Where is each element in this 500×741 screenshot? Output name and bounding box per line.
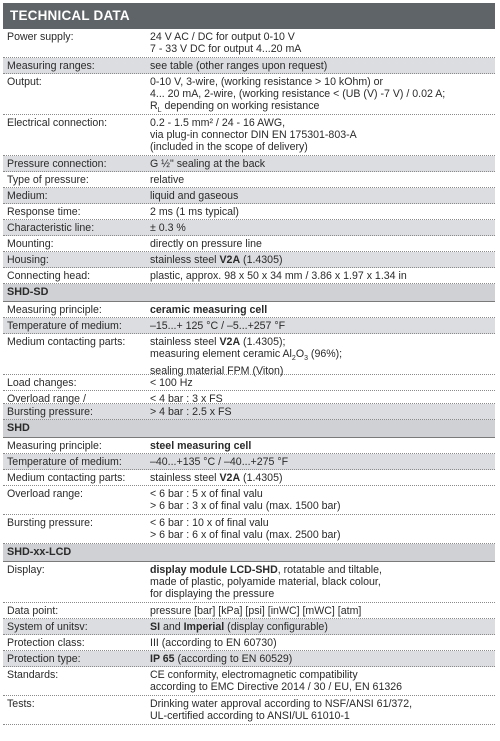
table-row (3, 252, 495, 268)
row-value (150, 619, 495, 634)
value-line: via plug-in connector DIN EN 175301-803-A (150, 129, 357, 141)
row-value (150, 236, 495, 251)
value-line: –40...+135 °C / –40...+275 °F (150, 456, 289, 468)
value-line: < 6 bar : 5 x of final valu (150, 488, 263, 500)
value-line: < 4 bar : 3 x FS (150, 393, 223, 405)
value-line: > 4 bar : 2.5 x FS (150, 406, 232, 418)
value-line: measuring element ceramic $Al_2O_3$ (96%); (150, 348, 343, 363)
value-line: > 6 bar : 6 x of final valu (max. 2500 bar) (150, 529, 341, 541)
row-label: Measuring ranges: (7, 60, 95, 72)
value-line: directly on pressure line (150, 238, 262, 250)
row-value (150, 58, 495, 73)
row-label: Temperature of medium: (7, 456, 122, 468)
page-title: TECHNICAL DATA (3, 3, 495, 29)
value-line: < 6 bar : 10 x of final valu (150, 517, 269, 529)
value-line: –15...+ 125 °C / –5...+257 °F (150, 320, 286, 332)
value-line: CE conformity, electromagnetic compatibility (150, 669, 358, 681)
row-value (150, 204, 495, 219)
table-row (3, 391, 495, 404)
table-row (3, 486, 495, 515)
table-row (3, 220, 495, 236)
row-value (150, 515, 495, 543)
value-line: 7 - 33 V DC for output 4...20 mA (150, 43, 302, 55)
table-row (3, 334, 495, 378)
value-line: made of plastic, polyamide material, black colour, (150, 576, 381, 588)
row-value (150, 404, 495, 419)
row-label: Overload range: (7, 488, 83, 500)
value-line: relative (150, 174, 185, 186)
value-line: 2 ms (1 ms typical) (150, 206, 239, 218)
value-line: 0.2 - 1.5 mm² / 24 - 16 AWG, (150, 117, 286, 129)
value-line: 4... 20 mA, 2-wire, (working resistance < (UB (V) -7 V) / 0.02 A; (150, 88, 446, 100)
value-line: for displaying the pressure (150, 588, 275, 600)
table-row (3, 156, 495, 172)
value-line: display module LCD-SHD, rotatable and tiltable, (150, 564, 382, 576)
row-label: Housing: (7, 254, 49, 266)
row-label: Medium contacting parts: (7, 472, 126, 484)
value-line: stainless steel V2A (1.4305); (150, 336, 286, 348)
table-row (3, 302, 495, 318)
table-row (3, 204, 495, 220)
row-value (150, 667, 495, 695)
table-row (3, 515, 495, 544)
row-value (150, 635, 495, 650)
row-label: Data point: (7, 605, 59, 617)
row-label: System of unitsv: (7, 621, 88, 633)
table-row (3, 696, 495, 725)
row-value (150, 334, 495, 378)
row-label: Connecting head: (7, 270, 91, 282)
row-label: Output: (7, 76, 42, 88)
row-label: Type of pressure: (7, 174, 89, 186)
value-line: G ½" sealing at the back (150, 158, 266, 170)
row-label: Protection type: (7, 653, 81, 665)
value-line: $R_L$ depending on working resistance (150, 100, 320, 115)
table-row (3, 115, 495, 156)
table-row (3, 470, 495, 486)
table-row (3, 236, 495, 252)
value-line: SI and Imperial (display configurable) (150, 621, 328, 633)
row-value (150, 603, 495, 618)
table-row (3, 651, 495, 667)
table-row (3, 438, 495, 454)
value-line: sealing material FPM (Viton) (150, 365, 284, 378)
row-label: Temperature of medium: (7, 320, 122, 332)
row-value (150, 454, 495, 469)
value-line: stainless steel V2A (1.4305) (150, 254, 283, 266)
row-label: Medium contacting parts: (7, 336, 126, 348)
table-row (3, 58, 495, 74)
table-row (3, 188, 495, 204)
row-value (150, 486, 495, 514)
table-row (3, 603, 495, 619)
value-line: IP 65 (according to EN 60529) (150, 653, 293, 665)
value-line: ceramic measuring cell (150, 304, 268, 316)
value-line: UL-certified according to ANSI/UL 61010-1 (150, 710, 350, 722)
row-value (150, 115, 495, 155)
value-line: liquid and gaseous (150, 190, 239, 202)
row-value (150, 438, 495, 453)
row-value (150, 220, 495, 235)
value-line: pressure [bar] [kPa] [psi] [inWC] [mWC] [atm] (150, 605, 362, 617)
row-label: Load changes: (7, 377, 77, 389)
row-label: Measuring principle: (7, 440, 102, 452)
table-row (3, 29, 495, 58)
row-value (150, 696, 495, 724)
row-value (150, 470, 495, 485)
table-row (3, 318, 495, 334)
value-line: > 6 bar : 3 x of final valu (max. 1500 bar) (150, 500, 341, 512)
row-label: Medium: (7, 190, 48, 202)
table-row (3, 375, 495, 391)
row-value (150, 29, 495, 57)
value-line: see table (other ranges upon request) (150, 60, 328, 72)
table-row (3, 635, 495, 651)
table-row (3, 619, 495, 635)
section-heading: SHD-xx-LCD (3, 544, 495, 562)
row-value (150, 252, 495, 267)
row-value (150, 375, 495, 390)
row-label: Bursting pressure: (7, 406, 93, 418)
row-value (150, 318, 495, 333)
row-value (150, 188, 495, 203)
row-value (150, 172, 495, 187)
table-row (3, 172, 495, 188)
row-value (150, 391, 495, 403)
value-line: steel measuring cell (150, 440, 252, 452)
row-value (150, 651, 495, 666)
value-line: (included in the scope of delivery) (150, 141, 308, 153)
row-label: Electrical connection: (7, 117, 108, 129)
value-line: 24 V AC / DC for output 0-10 V (150, 31, 295, 43)
row-label: Bursting pressure: (7, 517, 93, 529)
value-line: < 100 Hz (150, 377, 193, 389)
value-line: ± 0.3 % (150, 222, 186, 234)
value-line: Drinking water approval according to NSF/ANSI 61/372, (150, 698, 413, 710)
table-body (3, 29, 495, 725)
row-value (150, 268, 495, 283)
row-label: Standards: (7, 669, 59, 681)
row-value (150, 156, 495, 171)
row-label: Response time: (7, 206, 81, 218)
row-label: Overload range / (7, 393, 86, 405)
table-row (3, 74, 495, 115)
table-row (3, 268, 495, 284)
table-row (3, 667, 495, 696)
section-heading: SHD (3, 420, 495, 438)
section-heading: SHD-SD (3, 284, 495, 302)
value-line: plastic, approx. 98 x 50 x 34 mm / 3.86 x 1.97 x 1.34 in (150, 270, 407, 282)
row-label: Display: (7, 564, 45, 576)
row-value (150, 74, 495, 114)
row-label: Tests: (7, 698, 35, 710)
row-label: Pressure connection: (7, 158, 107, 170)
table-row (3, 454, 495, 470)
row-value (150, 562, 495, 602)
value-line: III (according to EN 60730) (150, 637, 277, 649)
table-row (3, 404, 495, 420)
value-line: 0-10 V, 3-wire, (working resistance > 10 kOhm) or (150, 76, 384, 88)
technical-data-table (3, 3, 495, 725)
row-label: Characteristic line: (7, 222, 95, 234)
row-label: Power supply: (7, 31, 74, 43)
row-value (150, 302, 495, 317)
row-label: Mounting: (7, 238, 54, 250)
row-label: Protection class: (7, 637, 85, 649)
value-line: stainless steel V2A (1.4305) (150, 472, 283, 484)
table-row (3, 562, 495, 603)
value-line: according to EMC Directive 2014 / 30 / EU, EN 61326 (150, 681, 403, 693)
row-label: Measuring principle: (7, 304, 102, 316)
